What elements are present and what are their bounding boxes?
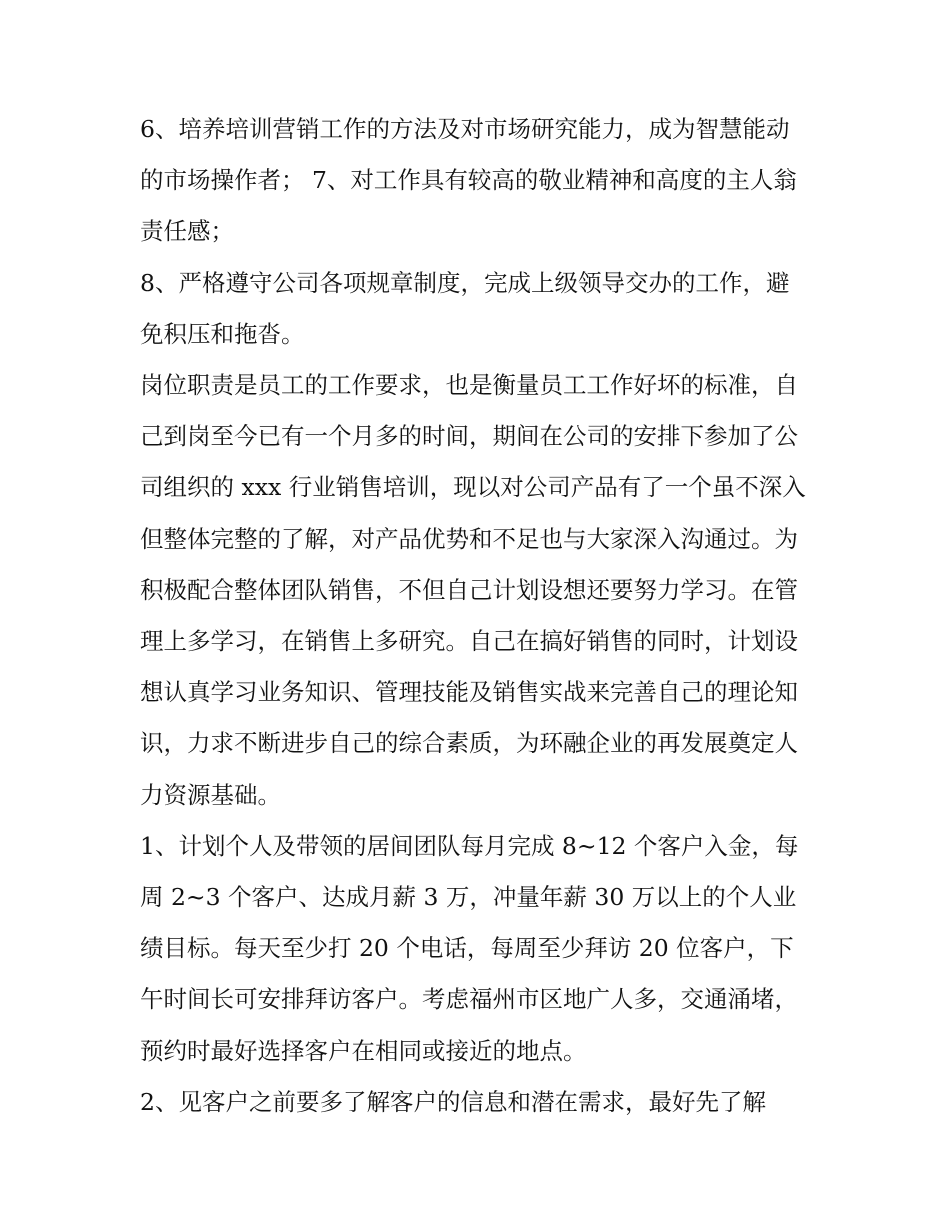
paragraph-item-6-7: 6、培养培训营销工作的方法及对市场研究能力，成为智慧能动的市场操作者； 7、对工作具有较高的敬业精神和高度的主人翁责任感； (140, 115, 797, 246)
paragraph-job-duties: 岗位职责是员工的工作要求，也是衡量员工工作好坏的标准，自己到岗至今已有一个月多的时间，期间在公司的安排下参加了公司组织的 xxx 行业销售培训，现以对公司产品有了一个虽不深入但整体完整的了解，对产品优势和不足也与大家深入沟通过。为积极配合整体团队销售，不但自己计划设想还要努力学习。在管理上多学习，在销售上多研究。自己在搞好销售的同时，计划设想认真学习业务知识、管理技能及销售实战来完善自己的理论知识，力求不断进步自己的综合素质，为环融企业的再发展奠定人力资源基础。 (140, 371, 806, 809)
paragraph-plan-1: 1、计划个人及带领的居间团队每月完成 8~12 个客户入金，每周 2~3 个客户、达成月薪 3 万，冲量年薪 30 万以上的个人业绩目标。每天至少打 20 个电话，每周至少拜访 20 位客户，下午时间长可安排拜访客户。考虑福州市区地广人多，交通涌堵，预约时最好选择客户在相同或接近的地点。 (140, 831, 799, 1065)
document-body (140, 104, 810, 1128)
paragraph-item-8: 8、严格遵守公司各项规章制度，完成上级领导交办的工作，避免积压和拖沓。 (140, 268, 790, 348)
paragraph-plan-2: 2、见客户之前要多了解客户的信息和潜在需求，最好先了解 (140, 1087, 766, 1116)
